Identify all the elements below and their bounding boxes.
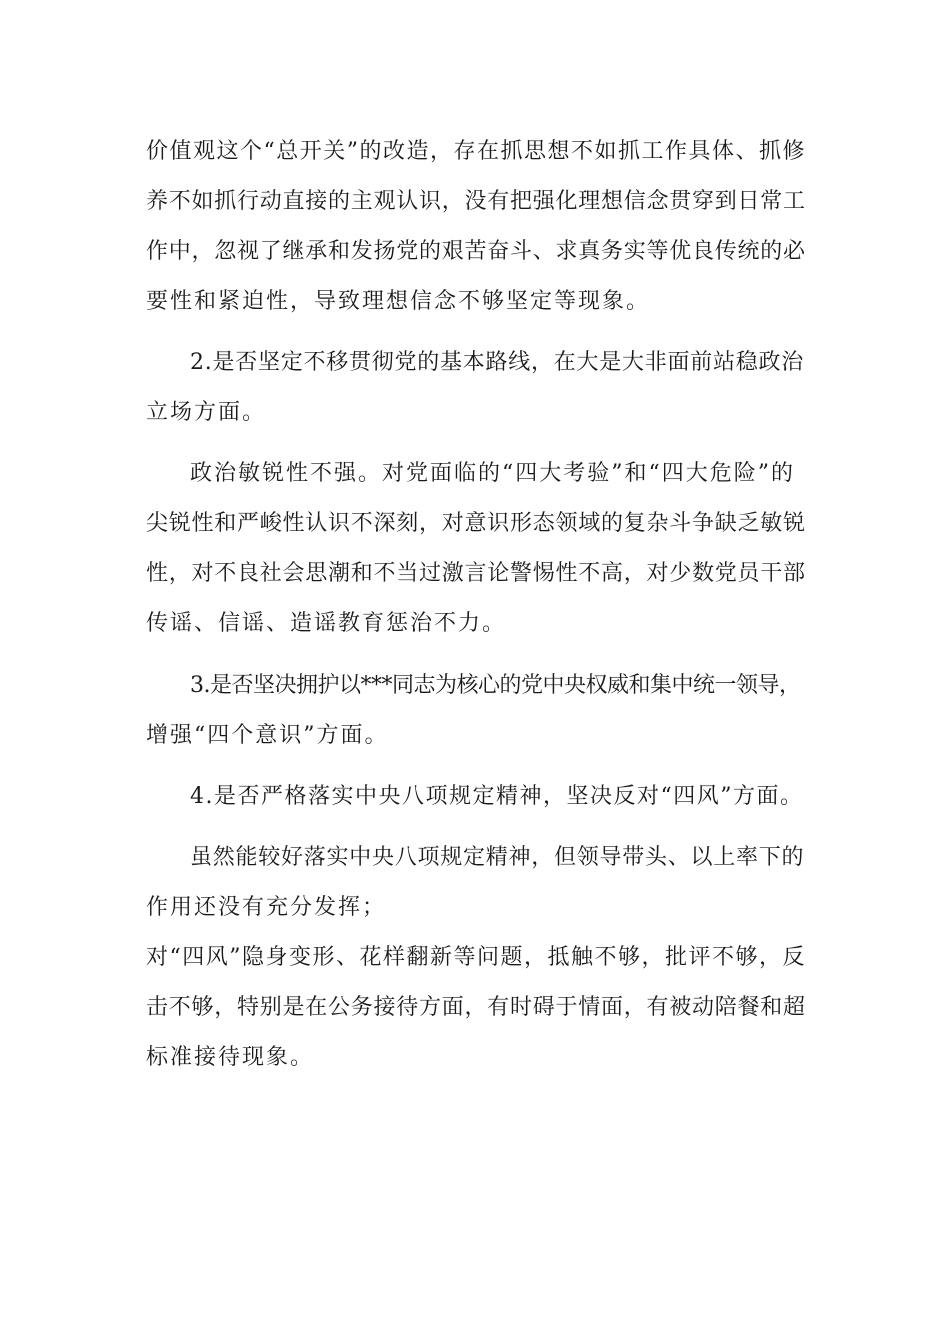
section-heading-line: 3.是否坚决拥护以***同志为核心的党中央权威和集中统一领导， <box>190 673 801 698</box>
body-text-line: 作用还没有充分发挥； <box>146 895 387 920</box>
body-text-line: 传谣、信谣、造谣教育惩治不力。 <box>146 611 507 636</box>
section-heading-line: 增强“四个意识”方面。 <box>146 723 389 748</box>
body-text-line: 政治敏锐性不强。对党面临的“四大考验”和“四大危险”的 <box>190 461 795 486</box>
body-text-line: 击不够，特别是在公务接待方面，有时碍于情面，有被动陪餐和超 <box>146 995 806 1020</box>
body-text-line: 要性和紧迫性，导致理想信念不够坚定等现象。 <box>146 289 651 314</box>
body-text-line: 对“四风”隐身变形、花样翻新等问题，抵触不够，批评不够，反 <box>146 945 806 970</box>
section-heading-line: 2.是否坚定不移贯彻党的基本路线，在大是大非面前站稳政治 <box>190 350 804 375</box>
body-text-line: 尖锐性和严峻性认识不深刻，对意识形态领域的复杂斗争缺乏敏锐 <box>146 511 806 536</box>
body-text-line: 标准接待现象。 <box>146 1045 315 1070</box>
body-text-line: 价值观这个“总开关”的改造，存在抓思想不如抓工作具体、抓修 <box>146 139 806 164</box>
section-heading-line: 4.是否严格落实中央八项规定精神，坚决反对“四风”方面。 <box>190 784 804 809</box>
section-heading-line: 立场方面。 <box>146 400 267 425</box>
body-text-line: 虽然能较好落实中央八项规定精神，但领导带头、以上率下的 <box>190 845 805 870</box>
body-text-line: 性，对不良社会思潮和不当过激言论警惕性不高，对少数党员干部 <box>146 561 806 586</box>
body-text-line: 养不如抓行动直接的主观认识，没有把强化理想信念贯穿到日常工 <box>146 189 806 214</box>
body-text-line: 作中，忽视了继承和发扬党的艰苦奋斗、求真务实等优良传统的必 <box>146 239 806 264</box>
